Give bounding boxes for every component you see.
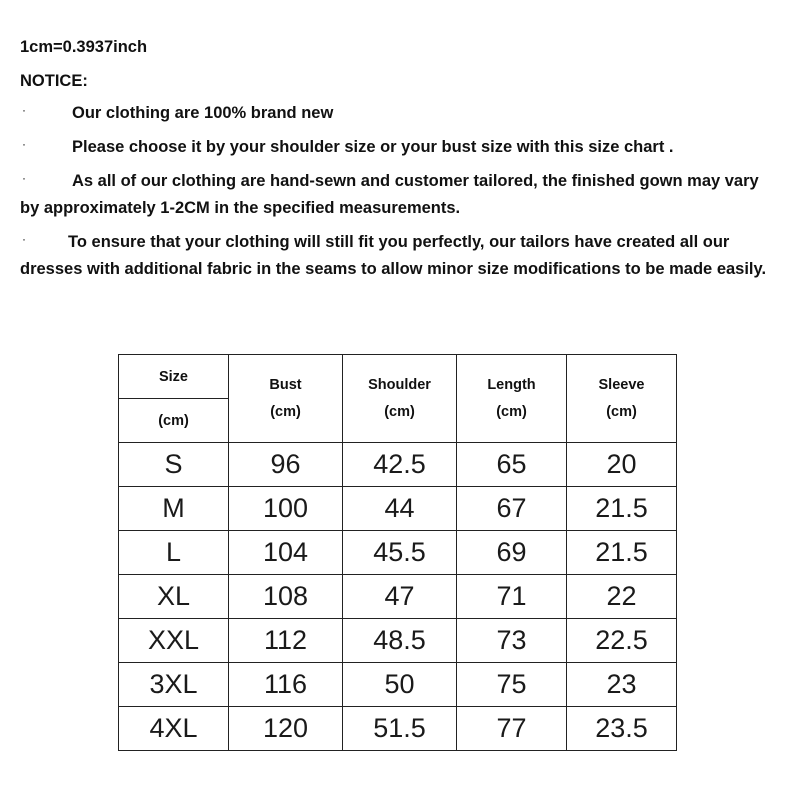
shoulder-cell: 51.5 bbox=[343, 707, 457, 751]
size-cell: 3XL bbox=[119, 663, 229, 707]
size-cell: 4XL bbox=[119, 707, 229, 751]
length-cell: 69 bbox=[457, 531, 567, 575]
length-cell: 71 bbox=[457, 575, 567, 619]
column-header-label: Bust bbox=[269, 376, 302, 393]
length-cell: 67 bbox=[457, 487, 567, 531]
bust-cell: 104 bbox=[229, 531, 343, 575]
table-row bbox=[119, 575, 677, 619]
shoulder-cell: 42.5 bbox=[343, 443, 457, 487]
table-row bbox=[119, 707, 677, 751]
size-cell: XL bbox=[119, 575, 229, 619]
shoulder-cell: 44 bbox=[343, 487, 457, 531]
sleeve-cell: 21.5 bbox=[567, 531, 677, 575]
shoulder-cell: 48.5 bbox=[343, 619, 457, 663]
column-header-unit: (cm) bbox=[384, 403, 415, 420]
notice-section bbox=[20, 34, 780, 290]
size-header: Size bbox=[119, 355, 229, 399]
column-header-label: Length bbox=[487, 376, 536, 393]
column-header-shoulder bbox=[343, 355, 457, 443]
sleeve-cell: 22 bbox=[567, 575, 677, 619]
size-cell: XXL bbox=[119, 619, 229, 663]
length-cell: 75 bbox=[457, 663, 567, 707]
column-header-sleeve bbox=[567, 355, 677, 443]
bust-cell: 120 bbox=[229, 707, 343, 751]
bust-cell: 116 bbox=[229, 663, 343, 707]
sleeve-cell: 22.5 bbox=[567, 619, 677, 663]
size-cell: S bbox=[119, 443, 229, 487]
table-row bbox=[119, 443, 677, 487]
length-cell: 73 bbox=[457, 619, 567, 663]
table-row bbox=[119, 531, 677, 575]
sleeve-cell: 23 bbox=[567, 663, 677, 707]
notice-item-text: Our clothing are 100% brand new bbox=[72, 104, 334, 122]
bullet-icon: · bbox=[22, 232, 26, 246]
length-cell: 77 bbox=[457, 707, 567, 751]
notice-item-text: As all of our clothing are hand-sewn and customer tailored, the finished gown may vary by approximately 1-2CM in the specified measurements. bbox=[20, 172, 759, 217]
bust-cell: 96 bbox=[229, 443, 343, 487]
size-chart-table bbox=[118, 354, 677, 751]
shoulder-cell: 47 bbox=[343, 575, 457, 619]
size-cell: M bbox=[119, 487, 229, 531]
notice-item-text: Please choose it by your shoulder size or your bust size with this size chart . bbox=[72, 138, 674, 156]
bust-cell: 112 bbox=[229, 619, 343, 663]
column-header-unit: (cm) bbox=[606, 403, 637, 420]
notice-item bbox=[20, 134, 780, 161]
table-row bbox=[119, 487, 677, 531]
size-unit-header: (cm) bbox=[119, 399, 229, 443]
table-row bbox=[119, 663, 677, 707]
bust-cell: 100 bbox=[229, 487, 343, 531]
sleeve-cell: 23.5 bbox=[567, 707, 677, 751]
length-cell: 65 bbox=[457, 443, 567, 487]
column-header-label: Shoulder bbox=[368, 376, 431, 393]
shoulder-cell: 50 bbox=[343, 663, 457, 707]
size-cell: L bbox=[119, 531, 229, 575]
notice-item bbox=[20, 229, 780, 283]
bust-cell: 108 bbox=[229, 575, 343, 619]
sleeve-cell: 20 bbox=[567, 443, 677, 487]
column-header-unit: (cm) bbox=[496, 403, 527, 420]
column-header-unit: (cm) bbox=[270, 403, 301, 420]
table-header-row bbox=[119, 355, 677, 399]
shoulder-cell: 45.5 bbox=[343, 531, 457, 575]
unit-conversion: 1cm=0.3937inch bbox=[20, 38, 148, 56]
column-header-label: Sleeve bbox=[598, 376, 645, 393]
sleeve-cell: 21.5 bbox=[567, 487, 677, 531]
column-header-length bbox=[457, 355, 567, 443]
notice-item bbox=[20, 168, 780, 222]
bullet-icon: · bbox=[22, 137, 26, 151]
column-header-bust bbox=[229, 355, 343, 443]
notice-item bbox=[20, 100, 780, 127]
notice-title: NOTICE: bbox=[20, 72, 88, 90]
bullet-icon: · bbox=[22, 103, 26, 117]
notice-item-text: To ensure that your clothing will still fit you perfectly, our tailors have created all our dresses with additional fabric in the seams to allow minor size modifications to be made easily. bbox=[20, 233, 767, 278]
table-row bbox=[119, 619, 677, 663]
bullet-icon: · bbox=[22, 171, 26, 185]
